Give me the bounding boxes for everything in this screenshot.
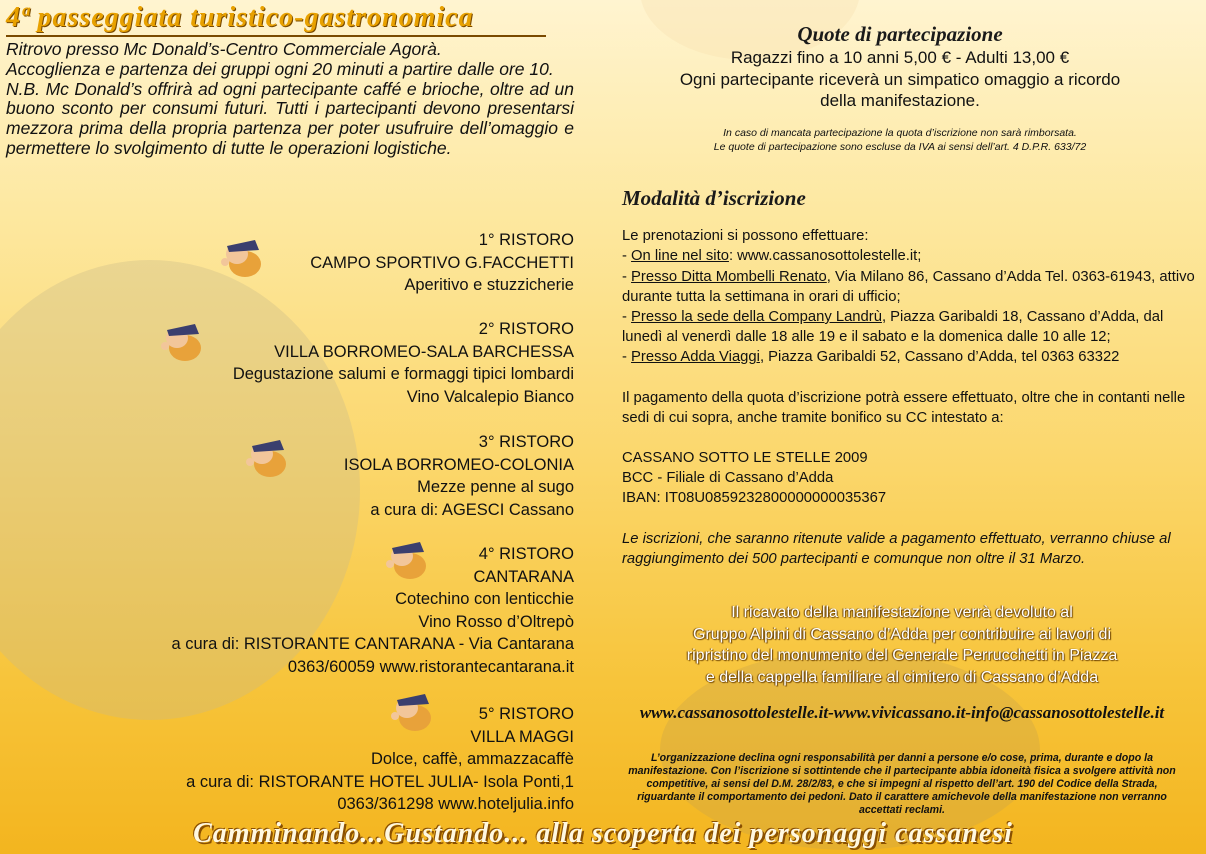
registration-detail: , Piazza Garibaldi 18, Cassano d’Adda, dal lunedì al venerdì dalle 18 alle 19 e il sabato e la domenica dalle 10 alle 12; [622,309,1164,346]
ristoro-line: Dolce, caffè, ammazzacaffè [371,750,574,768]
ristoro-line: 0363/60059 www.ristorantecantarana.it [287,657,574,676]
donation-line: ripristino del monumento del Generale Perrucchetti in Piazza [686,647,1118,664]
bank-name: CASSANO SOTTO LE STELLE 2009 [622,450,868,467]
page-title: 4ª passeggiata turistico-gastronomica [6,2,546,37]
quote-gift: Ogni partecipante riceverà un simpatico omaggio a ricordo della manifestazione. [679,69,1121,110]
intro-paragraph: Accoglienza e partenza dei gruppi ogni 20 minuti a partire dalle ore 10. [6,58,554,79]
ristoro-line: 3° RISTORO [478,433,574,451]
donation-line: Gruppo Alpini di Cassano d’Adda per contribuire ai lavori di [692,625,1111,643]
registration-section [622,188,1202,569]
registration-item: - On line nel sito: www.cassanosottolestelle.it; [622,248,922,265]
ristoro-line: Vino Rosso d’Oltrepò [418,612,574,631]
ristoro-line: Mezze penne al sugo [417,478,574,496]
registration-link[interactable]: Presso Ditta Mombelli Renato [631,268,827,285]
quote-note-line: Le quote di partecipazione sono escluse da IVA ai sensi dell’art. 4 D.P.R. 633/72 [713,140,1087,153]
registration-item: - Presso la sede della Company Landrù, Piazza Garibaldi 18, Cassano d’Adda, dal lunedì al venerdì dalle 18 alle 19 e il sabato e la domenica dalle 10 alle 12; [622,309,1164,346]
ristoro-line: a cura di: AGESCI Cassano [370,500,574,519]
ristoro-line: 2° RISTORO [478,320,574,338]
ristoro-line: ISOLA BORROMEO-COLONIA [343,455,574,474]
ristoro-line: 4° RISTORO [478,545,574,563]
ristoro-block [14,543,574,678]
disclaimer-text: L’organizzazione declina ogni responsabilità per danni a persone e/o cose, prima, durante e dopo la manifestazione. Con l’iscrizione si sottintende che il partecipante abbia idoneità fisica a svolgere attività non competitive, ai sensi del D.M. 28/2/83, e che si impegni al rispetto dell’art. 190 del Codice della Strada, riguardante il comportamento dei pedoni. Dato il carattere amichevole della manifestazione non verranno accettati reclami. [628,752,1176,816]
website-links[interactable]: www.cassanosottolestelle.it-www.vivicassano.it-info@cassanosottolestelle.it [639,703,1165,722]
registration-detail: : www.cassanosottolestelle.it; [728,248,922,265]
ristoro-line: CANTARANA [473,567,574,586]
ristoro-line: Degustazione salumi e formaggi tipici lombardi [232,365,574,383]
ristoro-line: 1° RISTORO [478,231,574,249]
registration-item: - Presso Adda Viaggi, Piazza Garibaldi 52, Cassano d’Adda, tel 0363 63322 [622,349,1120,366]
intro-paragraph: Ritrovo presso Mc Donald’s-Centro Commerciale Agorà. [6,39,442,59]
intro-text [6,40,574,159]
registration-detail: , Piazza Garibaldi 52, Cassano d’Adda, tel 0363 63322 [759,349,1120,366]
ristoro-line: Cotechino con lenticchie [395,590,574,608]
quote-section [600,22,1200,154]
ristoro-block [14,431,574,521]
registration-item: - Presso Ditta Mombelli Renato, Via Milano 86, Cassano d’Adda Tel. 0363-61943, attivo durante tutta la settimana in orari di ufficio; [622,268,1195,305]
donation-line: e della cappella familiare al cimitero di Cassano d’Adda [705,668,1099,686]
ristoro-line: Vino Valcalepio Bianco [406,387,574,406]
bank-iban: IBAN: IT08U0859232800000000035367 [622,490,887,507]
ristoro-line: VILLA MAGGI [470,727,574,746]
quote-title: Quote di partecipazione [797,22,1003,46]
ristoro-line: a cura di: RISTORANTE CANTARANA - Via Cantarana [171,635,574,653]
ristoro-block [14,703,574,816]
registration-intro: Le prenotazioni si possono effettuare: [622,228,869,245]
closing-note: Le iscrizioni, che saranno ritenute valide a pagamento effettuato, verranno chiuse al raggiungimento dei 500 partecipanti e comunque non oltre il 31 Marzo. [622,530,1171,567]
footer-slogan: Camminando...Gustando... alla scoperta dei personaggi cassanesi [193,818,1013,849]
ristoro-line: a cura di: RISTORANTE HOTEL JULIA- Isola Ponti,1 [186,772,574,791]
bank-branch: BCC - Filiale di Cassano d’Adda [622,470,834,487]
ristoro-line: Aperitivo e stuzzicherie [404,276,574,294]
payment-text: Il pagamento della quota d’iscrizione potrà essere effettuato, oltre che in contanti nelle sedi di cui sopra, anche tramite bonifico su CC intestato a: [622,389,1186,426]
donation-text [622,602,1182,688]
ristoro-block [14,229,574,297]
ristoro-line: 0363/361298 www.hoteljulia.info [337,795,574,813]
donation-line: Il ricavato della manifestazione verrà devoluto al [731,604,1073,621]
registration-title: Modalità d’iscrizione [622,186,806,210]
quote-note-line: In caso di mancata partecipazione la quota d’iscrizione non sarà rimborsata. [723,126,1077,139]
registration-detail: , Via Milano 86, Cassano d’Adda Tel. 0363-61943, attivo durante tutta la settimana in orari di ufficio; [622,268,1195,305]
quote-note [600,126,1200,154]
quote-prices: Ragazzi fino a 10 anni 5,00 € - Adulti 13,00 € [730,48,1070,67]
ristoro-line: 5° RISTORO [478,705,574,723]
registration-link[interactable]: On line nel sito [631,248,729,265]
intro-paragraph: N.B. Mc Donald’s offrirà ad ogni partecipante caffé e brioche, oltre ad un buono sconto per consumi futuri. Tutti i partecipanti devono presentarsi mezzora prima della propria partenza per poter usufruire dell’omaggio e permettere lo svolgimento di tutte le operazioni logistiche. [6,78,574,158]
registration-link[interactable]: Presso la sede della Company Landrù [631,309,882,326]
registration-link[interactable]: Presso Adda Viaggi [631,349,760,366]
ristoro-block [14,318,574,408]
ristoro-line: CAMPO SPORTIVO G.FACCHETTI [310,253,574,272]
ristoro-line: VILLA BORROMEO-SALA BARCHESSA [274,342,574,361]
